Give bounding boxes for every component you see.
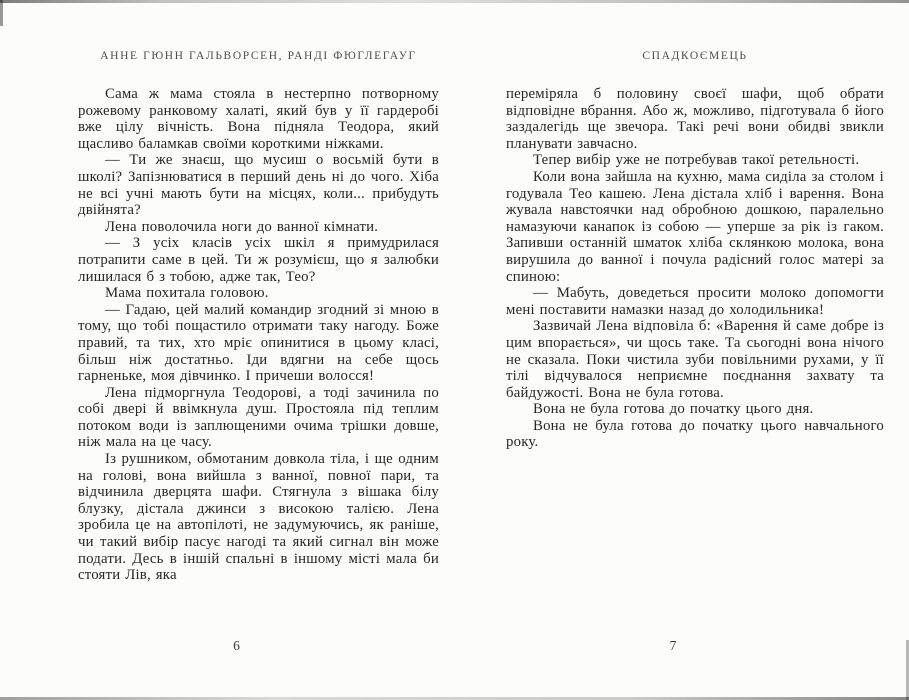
paragraph: Тепер вибір уже не потребував такої ретельності. [533, 152, 860, 169]
paragraph: Вона не була готова до початку цього навчального року. [506, 417, 884, 451]
scan-artifact-left-edge [0, 0, 3, 26]
left-page-number: 6 [233, 638, 240, 653]
right-running-header: СПАДКОЄМЕЦЬ [642, 50, 748, 62]
paragraph: Мама похитала головою. [105, 285, 269, 302]
paragraph: — Гадаю, цей малий командир згодний зі мною в тому, що тобі пощастило отримати таку нагоду. Боже правий, та тих, хто мріє опинитися в цьому класі, більш ніж достатньо. Іди вдягни на себе щось гарненьке, моя дівчинко. І причеши волосся! [78, 301, 439, 385]
paragraph: Коли вона зайшла на кухню, мама сиділа за столом і годувала Тео кашею. Лена дістала хліб і варення. Вона жувала навстоячки над обробною дошкою, паралельно намазуючи канапок із собою — уперше за рік із гаком. Запивши останній шматок хліба склянкою молока, вона вирушила до ванної і почула радісний голос матері за спиною: [506, 168, 884, 285]
paragraph: Лена поволочила ноги до ванної кімнати. [105, 218, 379, 235]
paragraph: — Ти же знаєш, що мусиш о восьмій бути в школі? Запізнюватися в перший день ні до чого. Хіба не всі учні мають бути на місцях, коли... прибудуть двійнята? [78, 152, 439, 219]
paragraph: Лена підморгнула Теодорові, а тоді зачинила по собі двері й ввімкнула душ. Простояла під теплим потоком води із заплющеними очима трішки довше, ніж мала на це часу. [78, 384, 439, 451]
right-page-number: 7 [669, 638, 677, 653]
paragraph: переміряла б половину своєї шафи, щоб обрати відповідне вбрання. Або ж, можливо, підготувала б його заздалегідь ще звечора. Такі речі вони обидві звикли планувати завчасно. [506, 86, 884, 152]
left-page-body-text [78, 86, 439, 584]
paragraph: — З усіх класів усіх шкіл я примудрилася потрапити саме в цей. Ти ж розумієш, що я залюбки лишилася б з тобою, адже так, Тео? [78, 235, 439, 285]
paragraph: Зазвичай Лена відповіла б: «Варення й саме добре із цим впорається», чи щось таке. Та сьогодні вона нічого не сказала. Поки чистила зуби повільними рухами, у її тілі відчувалося неприємне поєднання захвату та байдужості. Вона не була готова. [506, 318, 884, 401]
paragraph: Сама ж мама стояла в нестерпно потворному рожевому ранковому халаті, який був у її гардеробі вже цілу вічність. Вона підняла Теодора, який щасливо баламкав своїми короткими ніжками. [78, 86, 439, 152]
right-page [506, 0, 884, 700]
left-running-header: АННЕ ГЮНН ГАЛЬВОРСЕН, РАНДІ ФЮГЛЕГАУГ [100, 50, 417, 62]
paragraph: Із рушником, обмотаним довкола тіла, і ще одним на голові, вона вийшла з ванної, повної пари, та відчинила дверцята шафи. Стягнула з вішака білу блузку, дістала джинси з високою талією. Лена зробила це на автопілоті, не задумуючись, як раніше, чи такий вибір пасує нагоді та який сигнал він може подати. Десь в іншій спальні в іншому місті мала би стояти Лів, яка [78, 451, 439, 584]
paragraph: Вона не була готова до початку цього дня. [533, 401, 814, 418]
paragraph: — Мабуть, доведеться просити молоко допомогти мені поставити намазки назад до холодильника! [506, 285, 884, 318]
right-page-body-text [506, 86, 884, 451]
left-page [78, 0, 439, 700]
